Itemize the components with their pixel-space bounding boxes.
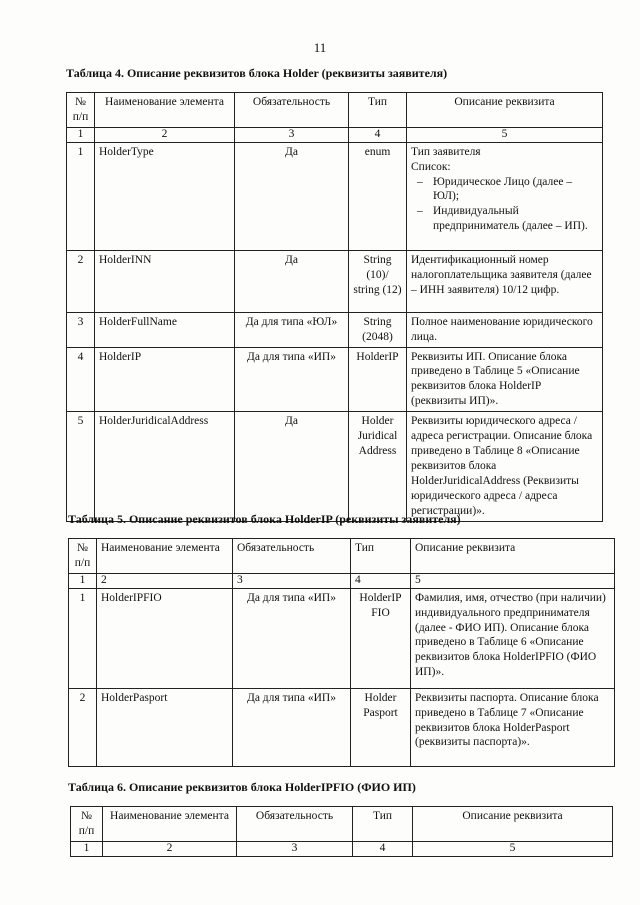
description-list: [411, 175, 598, 235]
row-number: 1: [67, 142, 95, 250]
table4-col-numbers-row: [67, 127, 603, 142]
list-item: – Юридическое Лицо (далее – ЮЛ);: [433, 175, 598, 205]
table6-colnum: 1: [71, 841, 103, 856]
table5-header-required: Обязательность: [233, 539, 351, 574]
row-number: 2: [67, 250, 95, 312]
table5-caption: Таблица 5. Описание реквизитов блока HolderIP (реквизиты заявителя): [68, 512, 461, 526]
table4-colnum: 4: [349, 127, 407, 142]
table4-header-type: Тип: [349, 93, 407, 128]
required-value: Да для типа «ИП»: [233, 588, 351, 688]
table5-header-row: [69, 539, 615, 574]
table-row: [67, 347, 603, 412]
row-number: 1: [69, 588, 97, 688]
required-value: Да для типа «ЮЛ»: [235, 312, 349, 347]
required-value: Да для типа «ИП»: [233, 688, 351, 766]
table4: [66, 92, 603, 522]
table5-colnum: 1: [69, 573, 97, 588]
required-value: Да для типа «ИП»: [235, 347, 349, 412]
table4-colnum: 3: [235, 127, 349, 142]
table-row: [69, 688, 615, 766]
description-list-label: Список:: [411, 160, 451, 173]
table4-colnum: 2: [95, 127, 235, 142]
table5-colnum: 4: [351, 573, 411, 588]
table4-header-required: Обязательность: [235, 93, 349, 128]
table5-col-numbers-row: [69, 573, 615, 588]
type-value: HolderIP FIO: [351, 588, 411, 688]
table5: [68, 538, 615, 767]
description-cell: Реквизиты юридического адреса / адреса регистрации. Описание блока приведено в Таблице 8 «Описание реквизитов блока HolderJuridicalAddress (Реквизиты юридического адреса / адреса регистрации)».: [407, 412, 603, 522]
page-number: 11: [313, 40, 327, 55]
table5-header-num: № п/п: [69, 539, 97, 574]
table5-colnum: 2: [97, 573, 233, 588]
type-value: Holder Pasport: [351, 688, 411, 766]
table-row: [67, 412, 603, 522]
table4-colnum: 5: [407, 127, 603, 142]
element-name: HolderPasport: [97, 688, 233, 766]
table4-header-desc: Описание реквизита: [407, 93, 603, 128]
type-value: String (10)/ string (12): [349, 250, 407, 312]
description-intro: Тип заявителя: [411, 145, 481, 158]
table5-colnum: 3: [233, 573, 351, 588]
table4-colnum: 1: [67, 127, 95, 142]
element-name: HolderFullName: [95, 312, 235, 347]
element-name: HolderINN: [95, 250, 235, 312]
row-number: 2: [69, 688, 97, 766]
table4-header-name: Наименование элемента: [95, 93, 235, 128]
table4-caption: Таблица 4. Описание реквизитов блока Holder (реквизиты заявителя): [66, 66, 448, 80]
description-cell: Фамилия, имя, отчество (при наличии) индивидуального предпринимателя (далее - ФИО ИП). Описание блока приведено в Таблице 6 «Описание реквизитов блока HolderIPFIO (ФИО ИП)».: [411, 588, 615, 688]
table6-colnum: 5: [413, 841, 613, 856]
table-row: [69, 588, 615, 688]
table6-header-name: Наименование элемента: [103, 807, 237, 842]
element-name: HolderJuridicalAddress: [95, 412, 235, 522]
element-name: HolderType: [95, 142, 235, 250]
description-cell: Полное наименование юридического лица.: [407, 312, 603, 347]
table6: [70, 806, 613, 857]
row-number: 3: [67, 312, 95, 347]
table6-colnum: 3: [237, 841, 353, 856]
description-cell: Реквизиты паспорта. Описание блока приведено в Таблице 7 «Описание реквизитов блока HolderPasport (реквизиты паспорта)».: [411, 688, 615, 766]
table6-colnum: 4: [353, 841, 413, 856]
table6-caption: Таблица 6. Описание реквизитов блока HolderIPFIO (ФИО ИП): [68, 780, 416, 794]
element-name: HolderIPFIO: [97, 588, 233, 688]
row-number: 4: [67, 347, 95, 412]
table5-header-type: Тип: [351, 539, 411, 574]
table5-header-name: Наименование элемента: [97, 539, 233, 574]
required-value: Да: [235, 250, 349, 312]
table5-header-desc: Описание реквизита: [411, 539, 615, 574]
table6-colnum: 2: [103, 841, 237, 856]
table6-col-numbers-row: [71, 841, 613, 856]
table6-header-row: [71, 807, 613, 842]
description-cell: Идентификационный номер налогоплательщика заявителя (далее – ИНН заявителя) 10/12 цифр.: [407, 250, 603, 312]
table-row: [67, 312, 603, 347]
required-value: Да: [235, 412, 349, 522]
table5-colnum: 5: [411, 573, 615, 588]
description-cell: Реквизиты ИП. Описание блока приведено в Таблице 5 «Описание реквизитов блока HolderIP (реквизиты ИП)».: [407, 347, 603, 412]
table6-header-type: Тип: [353, 807, 413, 842]
list-item: – Индивидуальный предприниматель (далее – ИП).: [433, 204, 598, 234]
table-row: [67, 142, 603, 250]
required-value: Да: [235, 142, 349, 250]
table-row: [67, 250, 603, 312]
element-name: HolderIP: [95, 347, 235, 412]
type-value: Holder Juridical Address: [349, 412, 407, 522]
row-number: 5: [67, 412, 95, 522]
description-cell: [407, 142, 603, 250]
table4-header-num: № п/п: [67, 93, 95, 128]
table6-header-num: № п/п: [71, 807, 103, 842]
type-value: HolderIP: [349, 347, 407, 412]
table6-header-desc: Описание реквизита: [413, 807, 613, 842]
type-value: String (2048): [349, 312, 407, 347]
type-value: enum: [349, 142, 407, 250]
table6-header-required: Обязательность: [237, 807, 353, 842]
table4-header-row: [67, 93, 603, 128]
